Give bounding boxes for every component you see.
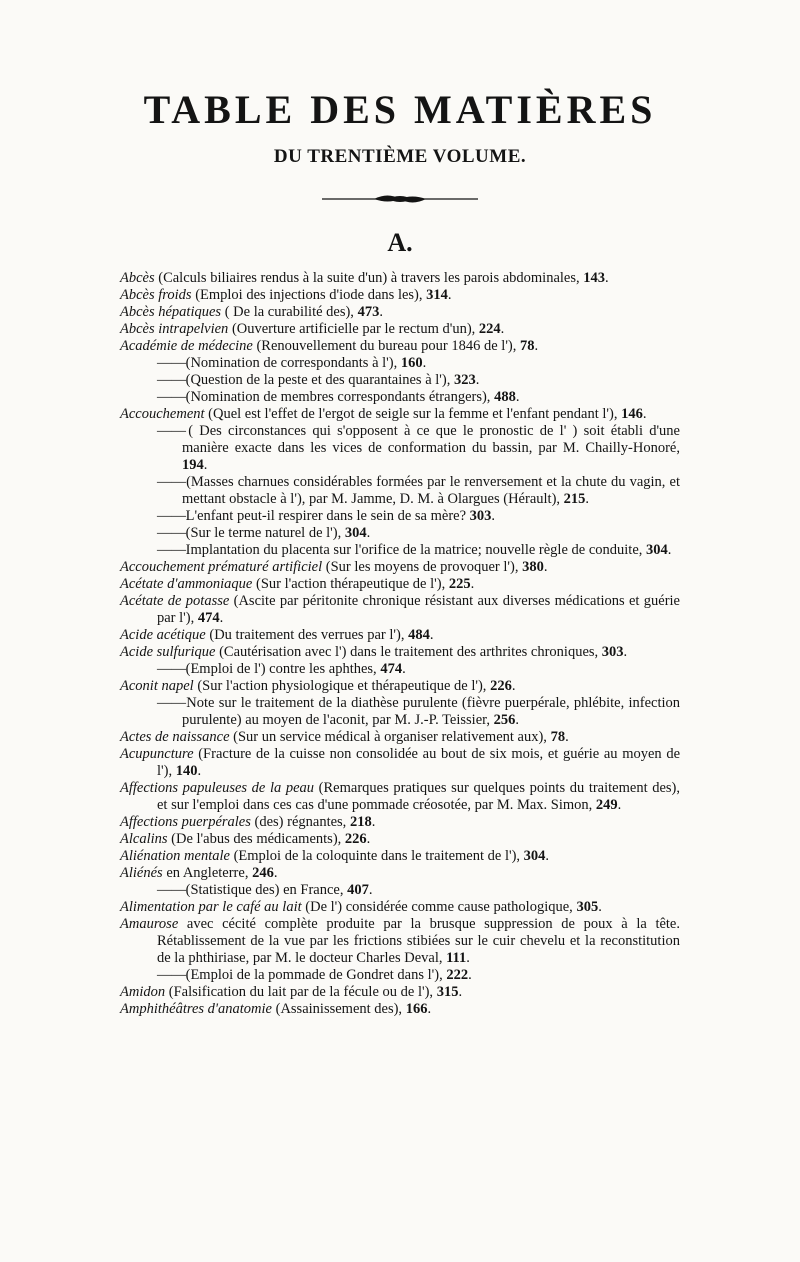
index-entry	[120, 882, 680, 899]
index-entry	[120, 1001, 680, 1018]
section-letter: A.	[387, 228, 413, 257]
entry-page-number: 225	[448, 576, 471, 592]
entry-end-mark: .	[605, 270, 609, 286]
entry-text: (Falsification du lait par de la fécule ou de l'),	[165, 984, 437, 1000]
entry-page-number: 218	[349, 814, 372, 830]
entry-text: (Emploi de l') contre les aphthes,	[182, 661, 381, 677]
index-entry	[120, 576, 680, 593]
page-title: TABLE DES MATIÈRES	[143, 87, 657, 132]
index-entry	[120, 304, 680, 321]
entry-text: (Nomination de membres correspondants étrangers),	[182, 389, 495, 405]
entry-text: (Sur l'action physiologique et thérapeutique de l'),	[193, 678, 491, 694]
entry-keyword: Alcalins	[120, 831, 168, 847]
entry-end-mark: .	[585, 491, 590, 507]
entry-text: (Renouvellement du bureau pour 1846 de l'),	[252, 338, 521, 354]
entry-keyword: Acide sulfurique	[120, 644, 216, 660]
entry-text: (De l') considérée comme cause pathologique,	[301, 899, 577, 915]
index-entry	[120, 508, 680, 525]
entry-end-mark: .	[511, 678, 516, 694]
index-entry	[120, 287, 680, 304]
entry-page-number: 224	[478, 321, 501, 337]
index-entry	[120, 355, 680, 372]
entry-keyword: Affections puerpérales	[120, 814, 251, 830]
entry-text: en Angleterre,	[162, 865, 253, 881]
entry-page-number: 246	[252, 865, 274, 881]
entry-dash: ——	[157, 661, 186, 677]
index-entry	[120, 814, 680, 831]
entry-keyword: Aconit napel	[120, 678, 194, 694]
entry-text: (Cautérisation avec l') dans le traitement des arthrites chroniques,	[215, 644, 602, 660]
index-entry	[120, 916, 680, 967]
entry-keyword: Acide acétique	[120, 627, 206, 643]
entry-text: Note sur le traitement de la diathèse purulente (fièvre puerpérale, phlébite, infection purulente) au moyen de l'aconit, par M. J.-P. Teissier,	[182, 695, 680, 728]
entry-end-mark: .	[402, 661, 406, 677]
entry-text: ( Des circonstances qui s'opposent à ce que le pronostic de l' ) soit établi d'une manière exacte dans les vices de conformation du bassin, par M. Chailly-Honoré,	[182, 423, 680, 456]
entry-end-mark: .	[429, 627, 434, 643]
entry-page-number: 160	[400, 355, 423, 371]
entry-page-number: 78	[550, 729, 566, 745]
index-entry	[120, 321, 680, 338]
entry-dash: ——	[157, 423, 186, 439]
entry-end-mark: .	[475, 372, 480, 388]
entry-end-mark: .	[642, 406, 647, 422]
entry-end-mark: .	[197, 763, 202, 779]
index-entry	[120, 270, 680, 287]
entry-page-number: 78	[520, 338, 535, 354]
entry-keyword: Acupuncture	[120, 746, 194, 762]
ornament-divider-icon	[322, 192, 478, 206]
entry-page-number: 146	[621, 406, 643, 422]
entry-page-number: 323	[453, 372, 476, 388]
entry-dash: ——	[157, 542, 186, 558]
entry-keyword: Amphithéâtres d'anatomie	[120, 1001, 272, 1017]
entry-text: avec cécité complète produite par la brusque suppression de poux à la tête. Rétablissement de la vue par les frictions stibiées sur le cuir chevelu et la reconstitution de la phthiriase, par M. le docteur Charles Deval,	[157, 916, 680, 966]
entry-dash: ——	[157, 508, 186, 524]
entry-page-number: 407	[347, 882, 369, 898]
entry-keyword: Aliénation mentale	[120, 848, 230, 864]
index-entry	[120, 899, 680, 916]
entry-end-mark: .	[491, 508, 496, 524]
entry-dash: ——	[157, 355, 186, 371]
entry-page-number: 222	[446, 967, 469, 983]
entry-page-number: 303	[469, 508, 492, 524]
entry-end-mark: .	[466, 950, 470, 966]
index-entry	[120, 848, 680, 865]
entry-end-mark: .	[623, 644, 628, 660]
entry-text: (Quel est l'effet de l'ergot de seigle sur la femme et l'enfant pendant l'),	[204, 406, 622, 422]
entry-page-number: 484	[408, 627, 430, 643]
index-entry	[120, 984, 680, 1001]
entry-dash: ——	[157, 695, 186, 711]
entry-page-number: 304	[646, 542, 668, 558]
entry-page-number: 226	[490, 678, 512, 694]
entry-text: (Sur les moyens de provoquer l'),	[322, 559, 523, 575]
page-subtitle: DU TRENTIÈME VOLUME.	[273, 146, 527, 167]
entry-text: (Emploi de la pommade de Gondret dans l'),	[182, 967, 447, 983]
index-entry	[120, 695, 680, 729]
entry-text: (Ascite par péritonite chronique résistant aux diverses médications et guérie par l'),	[157, 593, 680, 626]
entry-text: (Assainissement des),	[271, 1001, 406, 1017]
entry-page-number: 488	[494, 389, 516, 405]
entry-text: (Emploi des injections d'iode dans les),	[191, 287, 427, 303]
entry-page-number: 380	[522, 559, 544, 575]
entry-end-mark: .	[534, 338, 539, 354]
entry-page-number: 143	[583, 270, 606, 286]
entry-end-mark: .	[667, 542, 672, 558]
entry-keyword: Abcès froids	[120, 287, 192, 303]
entry-end-mark: .	[598, 899, 602, 915]
entry-page-number: 305	[576, 899, 599, 915]
entry-page-number: 315	[436, 984, 459, 1000]
entry-text: (Question de la peste et des quarantaines à l'),	[182, 372, 454, 388]
entry-text: (des) régnantes,	[250, 814, 350, 830]
entry-page-number: 474	[380, 661, 403, 677]
entry-keyword: Actes de naissance	[120, 729, 230, 745]
entry-end-mark: .	[366, 831, 371, 847]
index-entry	[120, 559, 680, 576]
entry-keyword: Amaurose	[120, 916, 179, 932]
index-entry	[120, 593, 680, 627]
entry-end-mark: .	[427, 1001, 432, 1017]
entry-end-mark: .	[515, 389, 520, 405]
entry-end-mark: .	[203, 457, 208, 473]
entry-keyword: Acétate d'ammoniaque	[120, 576, 253, 592]
entry-text: (Du traitement des verrues par l'),	[205, 627, 409, 643]
entry-keyword: Accouchement	[120, 406, 205, 422]
index-entry	[120, 746, 680, 780]
entry-end-mark: .	[368, 882, 373, 898]
entry-text: (Sur l'action thérapeutique de l'),	[252, 576, 449, 592]
entry-end-mark: .	[379, 304, 383, 320]
index-entry	[120, 423, 680, 474]
entry-page-number: 166	[405, 1001, 428, 1017]
entry-keyword: Amidon	[120, 984, 166, 1000]
entry-keyword: Abcès intrapelvien	[120, 321, 229, 337]
entry-text: Implantation du placenta sur l'orifice de la matrice; nouvelle règle de conduite,	[182, 542, 647, 558]
entry-end-mark: .	[447, 287, 452, 303]
entry-end-mark: .	[500, 321, 505, 337]
entry-text: (Sur le terme naturel de l'),	[182, 525, 345, 541]
entry-page-number: 303	[601, 644, 624, 660]
entry-page-number: 226	[344, 831, 367, 847]
entry-page-number: 474	[197, 610, 220, 626]
entry-dash: ——	[157, 474, 186, 490]
entry-keyword: Abcès	[120, 270, 155, 286]
entry-dash: ——	[157, 372, 186, 388]
index-entry	[120, 678, 680, 695]
index-entry	[120, 525, 680, 542]
entry-page-number: 473	[357, 304, 380, 320]
index-entry-list	[120, 270, 680, 1018]
entry-text: (De l'abus des médicaments),	[167, 831, 345, 847]
index-entry	[120, 780, 680, 814]
entry-end-mark: .	[470, 576, 475, 592]
entry-text: (Remarques pratiques sur quelques points du traitement des), et sur l'emploi dans ces cas d'une pommade créosotée, par M. Max. Simon,	[157, 780, 681, 813]
entry-dash: ——	[157, 389, 186, 405]
entry-end-mark: .	[543, 559, 548, 575]
entry-dash: ——	[157, 882, 186, 898]
entry-keyword: Abcès hépatiques	[120, 304, 222, 320]
index-entry	[120, 389, 680, 406]
entry-text: (Ouverture artificielle par le rectum d'un),	[228, 321, 479, 337]
entry-page-number: 249	[595, 797, 618, 813]
entry-text: ( De la curabilité des),	[221, 304, 358, 320]
entry-text: L'enfant peut-il respirer dans le sein de sa mère?	[182, 508, 470, 524]
entry-dash: ——	[157, 525, 186, 541]
entry-end-mark: .	[515, 712, 519, 728]
entry-end-mark: .	[219, 610, 224, 626]
entry-text: (Masses charnues considérables formées par le renversement et la chute du vagin, et mettant obstacle à l'), par M. Jamme, D. M. à Olargues (Hérault),	[182, 474, 680, 507]
index-entry	[120, 729, 680, 746]
entry-text: (Calculs biliaires rendus à la suite d'un) à travers les parois abdominales,	[154, 270, 584, 286]
index-entry	[120, 967, 680, 984]
entry-dash: ——	[157, 967, 186, 983]
index-entry	[120, 338, 680, 355]
entry-keyword: Académie de médecine	[120, 338, 253, 354]
index-entry	[120, 661, 680, 678]
entry-end-mark: .	[273, 865, 278, 881]
entry-keyword: Acétate de potasse	[120, 593, 230, 609]
entry-end-mark: .	[371, 814, 376, 830]
entry-text: (Statistique des) en France,	[182, 882, 348, 898]
index-entry	[120, 627, 680, 644]
entry-end-mark: .	[458, 984, 463, 1000]
entry-end-mark: .	[422, 355, 427, 371]
entry-page-number: 314	[426, 287, 448, 303]
index-entry	[120, 372, 680, 389]
index-entry	[120, 542, 680, 559]
index-entry	[120, 831, 680, 848]
entry-page-number: 140	[175, 763, 198, 779]
entry-end-mark: .	[468, 967, 472, 983]
index-entry	[120, 406, 680, 423]
entry-page-number: 304	[344, 525, 367, 541]
entry-end-mark: .	[565, 729, 569, 745]
entry-end-mark: .	[545, 848, 550, 864]
index-entry	[120, 865, 680, 882]
entry-text: (Nomination de correspondants à l'),	[182, 355, 401, 371]
entry-page-number: 256	[493, 712, 516, 728]
entry-keyword: Affections papuleuses de la peau	[120, 780, 315, 796]
entry-end-mark: .	[366, 525, 371, 541]
entry-end-mark: .	[617, 797, 622, 813]
entry-text: (Sur un service médical à organiser relativement aux),	[229, 729, 551, 745]
entry-keyword: Aliénés	[120, 865, 163, 881]
entry-keyword: Accouchement prématuré artificiel	[120, 559, 323, 575]
index-entry	[120, 474, 680, 508]
entry-text: (Fracture de la cuisse non consolidée au bout de six mois, et guérie au moyen de l'),	[157, 746, 680, 779]
entry-page-number: 304	[523, 848, 546, 864]
entry-page-number: 215	[563, 491, 586, 507]
index-entry	[120, 644, 680, 661]
entry-page-number: 194	[182, 457, 204, 473]
entry-page-number: 111	[446, 950, 467, 966]
entry-text: (Emploi de la coloquinte dans le traitement de l'),	[229, 848, 524, 864]
entry-keyword: Alimentation par le café au lait	[120, 899, 302, 915]
